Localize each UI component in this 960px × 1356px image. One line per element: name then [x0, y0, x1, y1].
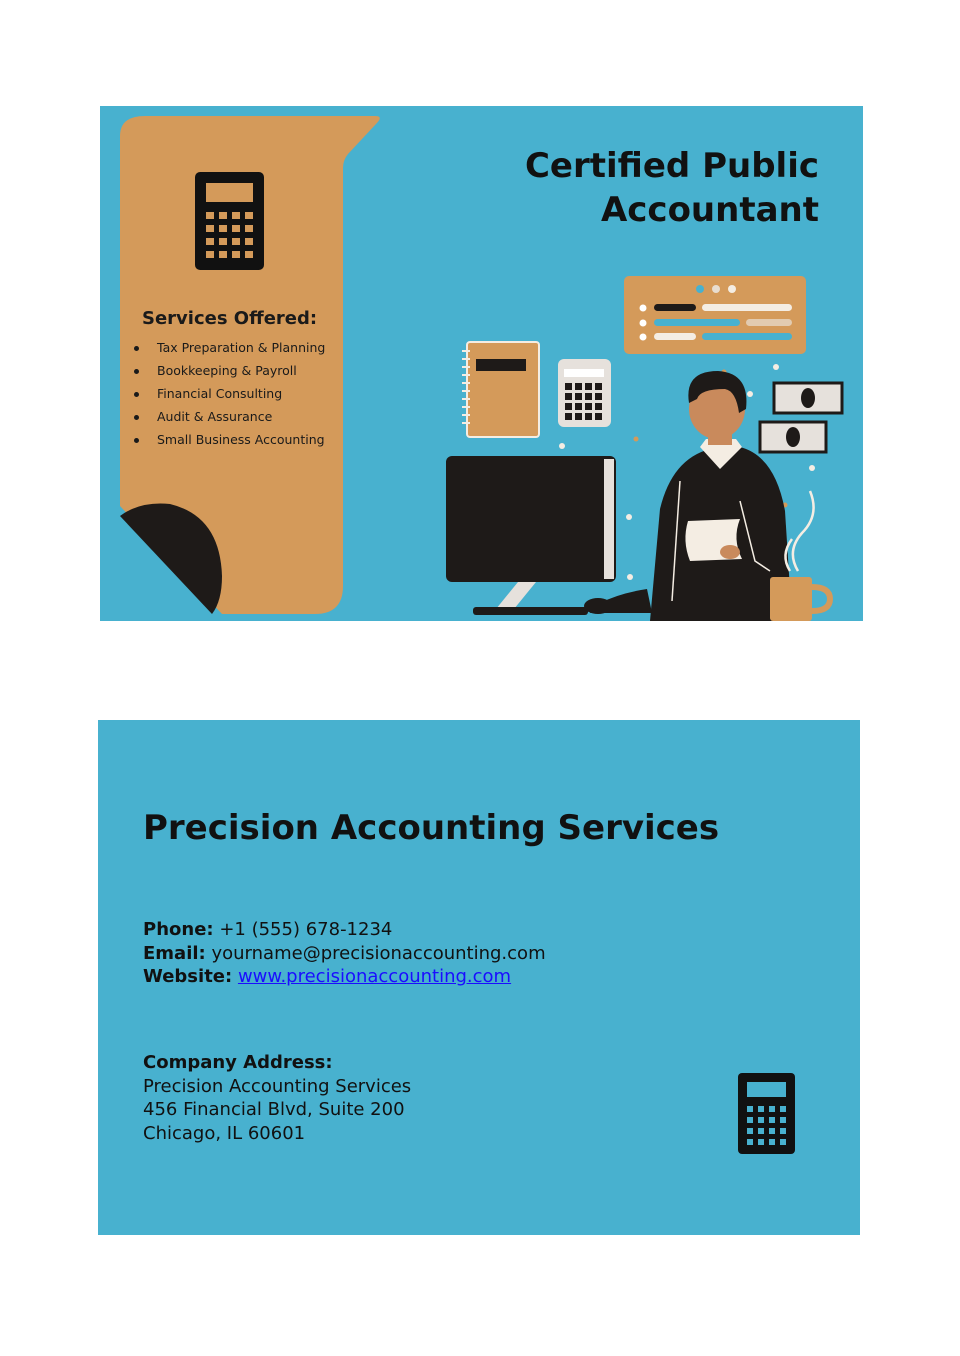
calculator-icon: [558, 359, 611, 427]
monitor-icon: [446, 456, 616, 615]
calculator-icon: [195, 172, 264, 270]
address-line: Chicago, IL 60601: [143, 1122, 306, 1144]
email-value: yourname@precisionaccounting.com: [211, 942, 546, 964]
phone-value: +1 (555) 678-1234: [219, 919, 393, 940]
email-label: Email:: [143, 942, 206, 964]
company-address: [143, 1051, 411, 1145]
email-row: [143, 942, 546, 966]
list-item: Audit & Assurance: [134, 408, 325, 431]
list-item: Small Business Accounting: [134, 431, 325, 454]
website-row: [143, 965, 546, 989]
chart-bubble-icon: [624, 276, 806, 354]
website-label: Website:: [143, 966, 233, 987]
card-title-line2: Accountant: [600, 190, 819, 230]
phone-row: [143, 918, 546, 942]
business-card-front: [100, 106, 863, 621]
business-card-back: [98, 720, 860, 1235]
list-item: Financial Consulting: [134, 385, 325, 408]
notebook-icon: [462, 342, 539, 437]
accountant-illustration: [440, 271, 850, 621]
list-item: Bookkeeping & Payroll: [134, 362, 325, 385]
money-icon: [760, 383, 842, 452]
list-item: Tax Preparation & Planning: [134, 339, 325, 362]
address-line: Precision Accounting Services: [143, 1075, 412, 1097]
address-label: Company Address:: [143, 1052, 333, 1073]
services-title: Services Offered:: [142, 308, 318, 329]
company-name: Precision Accounting Services: [143, 808, 720, 848]
services-list: [134, 339, 325, 454]
calculator-icon: [738, 1073, 795, 1154]
phone-label: Phone:: [143, 919, 214, 940]
card-title-line1: Certified Public: [524, 146, 819, 186]
card-title: [525, 144, 819, 232]
address-line: 456 Financial Blvd, Suite 200: [143, 1099, 405, 1120]
website-link[interactable]: www.precisionaccounting.com: [237, 966, 512, 987]
contact-info: [143, 918, 546, 989]
